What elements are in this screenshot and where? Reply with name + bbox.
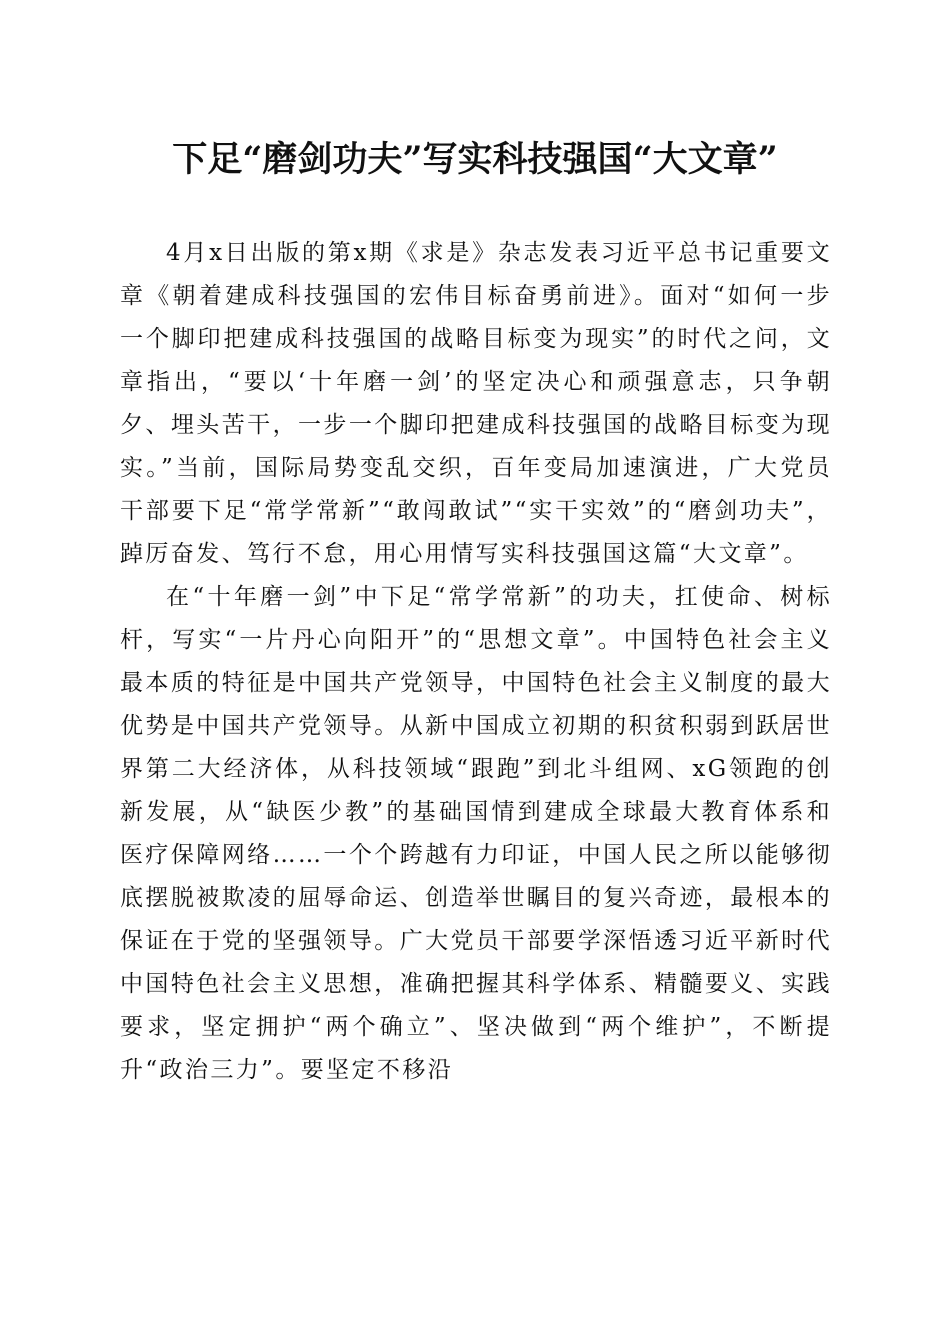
document-body [120, 232, 832, 1092]
document-title: 下足“磨剑功夫”写实科技强国“大文章” [172, 139, 778, 180]
paragraph-1: 4月x日出版的第x期《求是》杂志发表习近平总书记重要文章《朝着建成科技强国的宏伟目标奋勇前进》。面对“如何一步一个脚印把建成科技强国的战略目标变为现实”的时代之问，文章指出，“要以‘十年磨一剑’的坚定决心和顽强意志，只争朝夕、埋头苦干，一步一个脚印把建成科技强国的战略目标变为现实。”当前，国际局势变乱交织，百年变局加速演进，广大党员干部要下足“常学常新”“敢闯敢试”“实干实效”的“磨剑功夫”，踔厉奋发、笃行不怠，用心用情写实科技强国这篇“大文章”。 [120, 240, 832, 567]
paragraph-2: 在“十年磨一剑”中下足“常学常新”的功夫，扛使命、树标杆，写实“一片丹心向阳开”的“思想文章”。中国特色社会主义最本质的特征是中国共产党领导，中国特色社会主义制度的最大优势是中国共产党领导。从新中国成立初期的积贫积弱到跃居世界第二大经济体，从科技领域“跟跑”到北斗组网、xG领跑的创新发展，从“缺医少教”的基础国情到建成全球最大教育体系和医疗保障网络……一个个跨越有力印证，中国人民之所以能够彻底摆脱被欺凌的屈辱命运、创造举世瞩目的复兴奇迹，最根本的保证在于党的坚强领导。广大党员干部要学深悟透习近平新时代中国特色社会主义思想，准确把握其科学体系、精髓要义、实践要求，坚定拥护“两个确立”、坚决做到“两个维护”，不断提升“政治三力”。要坚定不移沿 [120, 584, 832, 1083]
